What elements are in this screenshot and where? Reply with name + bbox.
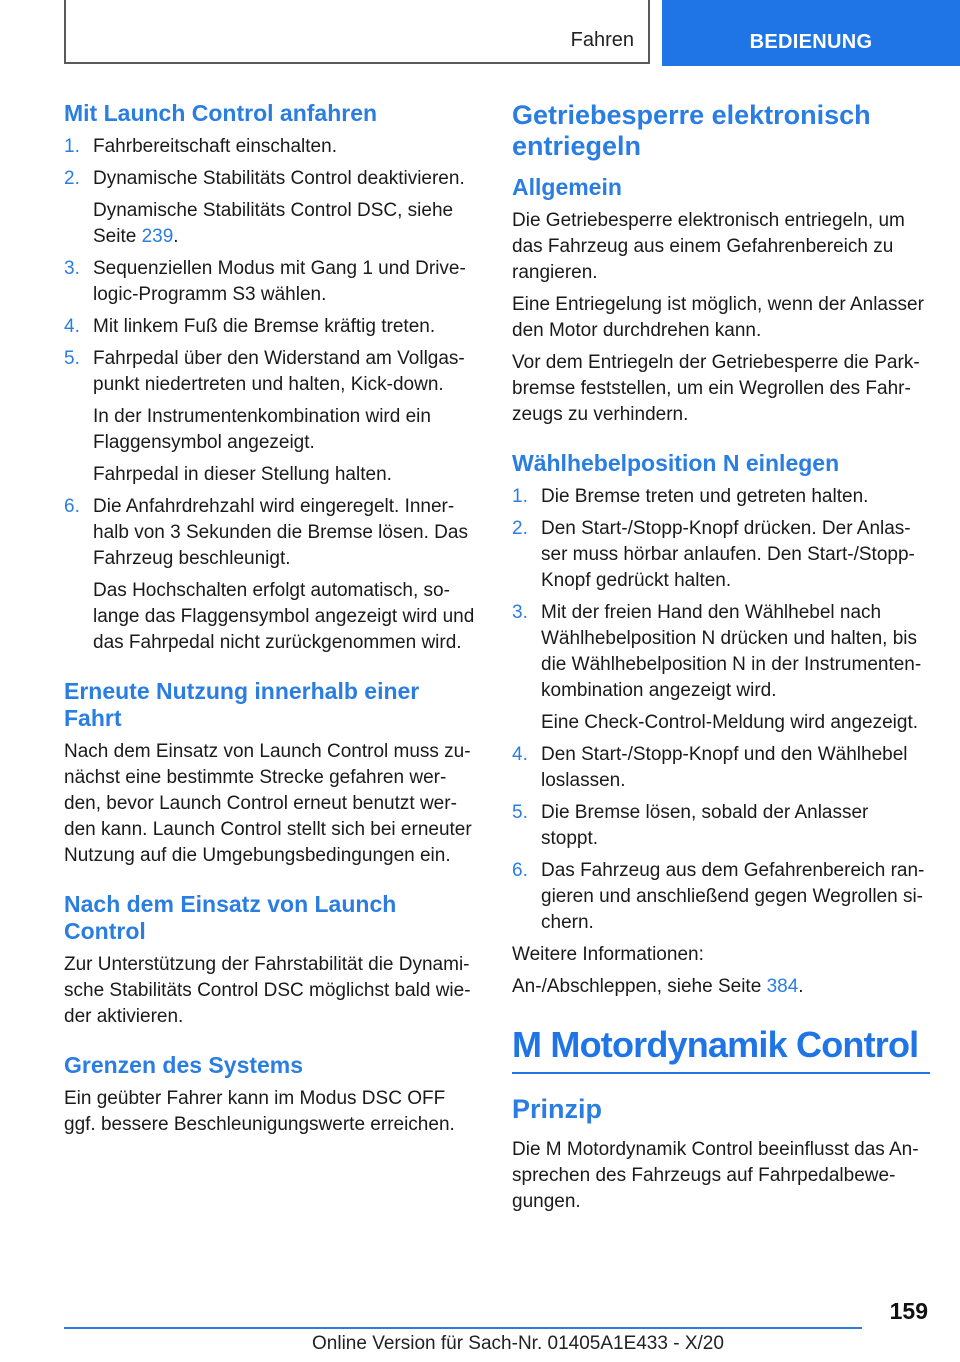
list-item bbox=[64, 494, 479, 656]
step-number: 4. bbox=[512, 744, 528, 765]
step-text: Die Bremse treten und getreten halten. bbox=[541, 486, 869, 507]
step-text: Mit linkem Fuß die Bremse kräftig treten. bbox=[93, 316, 436, 337]
step-text: Mit der freien Hand den Wählhebel nach Wählhebelposition N drücken und halten, bis die Wählhebelposition N in der Instrumenten-kombination angezeigt wird. bbox=[541, 602, 922, 701]
paragraph: Die M Motordynamik Control beeinflusst das An-sprechen des Fahrzeugs auf Fahrpedalbewe-gungen. bbox=[512, 1139, 919, 1212]
paragraph: Weitere Informationen: bbox=[512, 944, 704, 965]
list-item bbox=[512, 742, 930, 794]
list-item bbox=[64, 346, 479, 488]
list-item bbox=[512, 800, 930, 852]
step-subtext: Fahrpedal in dieser Stellung halten. bbox=[93, 464, 392, 485]
step-subtext: In der Instrumentenkombination wird ein Flaggensymbol angezeigt. bbox=[93, 406, 431, 453]
step-text: Fahrbereitschaft einschalten. bbox=[93, 136, 337, 157]
step-number: 4. bbox=[64, 316, 80, 337]
heading-erneute-nutzung: Erneute Nutzung innerhalb einer Fahrt bbox=[64, 678, 420, 731]
step-number: 2. bbox=[512, 518, 528, 539]
step-number: 2. bbox=[64, 168, 80, 189]
launch-steps-list bbox=[64, 134, 479, 656]
step-subtext: Das Hochschalten erfolgt automatisch, so-lange das Flaggensymbol angezeigt wird und das Fahrpedal nicht zurückgenommen wird. bbox=[93, 580, 475, 653]
header-chapter-tab[interactable] bbox=[662, 0, 960, 66]
step-number: 1. bbox=[512, 486, 528, 507]
header-section-box bbox=[64, 0, 650, 64]
step-subtext-text: Dynamische Stabilitäts Control DSC, siehe Seite bbox=[93, 200, 454, 247]
paragraph: Nach dem Einsatz von Launch Control muss zu-nächst eine bestimmte Strecke gefahren wer-den, bevor Launch Control erneut benutzt wer-den kann. Launch Control stellt sich bei erneuter Nutzung auf die Umgebungsbedingungen ein. bbox=[64, 741, 472, 866]
step-text: Dynamische Stabilitäts Control deaktivieren. bbox=[93, 168, 465, 189]
list-item bbox=[64, 134, 479, 160]
step-text: Die Anfahrdrehzahl wird eingeregelt. Inner-halb von 3 Sekunden die Bremse lösen. Das Fahrzeug beschleunigt. bbox=[93, 496, 468, 569]
list-item bbox=[512, 858, 930, 936]
header-section-title: Fahren bbox=[570, 29, 634, 51]
page-link-384[interactable]: 384 bbox=[766, 976, 799, 997]
heading-grenzen: Grenzen des Systems bbox=[64, 1052, 304, 1078]
paragraph bbox=[512, 974, 930, 1000]
heading-prinzip: Prinzip bbox=[512, 1094, 603, 1124]
step-number: 3. bbox=[64, 258, 80, 279]
left-column bbox=[64, 100, 479, 1144]
footer-divider bbox=[64, 1327, 862, 1329]
heading-allgemein: Allgemein bbox=[512, 174, 622, 200]
step-number: 6. bbox=[512, 860, 528, 881]
list-item bbox=[64, 256, 479, 308]
heading-waehlhebelposition: Wählhebelposition N einlegen bbox=[512, 450, 840, 476]
step-text: Die Bremse lösen, sobald der Anlasser stoppt. bbox=[541, 802, 869, 849]
step-text: Den Start-/Stopp-Knopf und den Wählhebel loslassen. bbox=[541, 744, 908, 791]
list-item bbox=[512, 516, 930, 594]
step-number: 1. bbox=[64, 136, 80, 157]
list-item bbox=[64, 166, 479, 250]
list-item bbox=[512, 600, 930, 736]
page-number: 159 bbox=[889, 1298, 928, 1324]
paragraph: Die Getriebesperre elektronisch entriegeln, um das Fahrzeug aus einem Gefahrenbereich zu rangieren. bbox=[512, 210, 905, 283]
step-number: 5. bbox=[512, 802, 528, 823]
step-text: Den Start-/Stopp-Knopf drücken. Der Anlas-ser muss hörbar anlaufen. Den Start-/Stopp-Knopf gedrückt halten. bbox=[541, 518, 915, 591]
reference-end: . bbox=[798, 976, 804, 997]
footer-version-text: Online Version für Sach-Nr. 01405A1E433 - X/20 bbox=[312, 1333, 724, 1354]
paragraph: Ein geübter Fahrer kann im Modus DSC OFF ggf. bessere Beschleunigungswerte erreichen. bbox=[64, 1088, 455, 1135]
header-chapter-title: BEDIENUNG bbox=[749, 31, 873, 53]
step-subtext bbox=[93, 198, 479, 250]
list-item bbox=[512, 484, 930, 510]
paragraph: Zur Unterstützung der Fahrstabilität die Dynami-sche Stabilitäts Control DSC möglichst bald wie-der aktivieren. bbox=[64, 954, 471, 1027]
heading-nach-dem-einsatz: Nach dem Einsatz von Launch Control bbox=[64, 891, 397, 944]
paragraph: Vor dem Entriegeln der Getriebesperre die Park-bremse feststellen, um ein Wegrollen des Fahr-zeugs zu verhindern. bbox=[512, 352, 920, 425]
heading-launch-control: Mit Launch Control anfahren bbox=[64, 100, 378, 126]
step-text: Fahrpedal über den Widerstand am Vollgas-punkt niedertreten und halten, Kick-down. bbox=[93, 348, 465, 395]
chapter-title-motordynamik: M Motordynamik Control bbox=[512, 1022, 930, 1074]
list-item bbox=[64, 314, 479, 340]
right-column bbox=[512, 100, 930, 1221]
page-link-239[interactable]: 239 bbox=[141, 226, 174, 247]
step-text: Das Fahrzeug aus dem Gefahrenbereich ran-gieren und anschließend gegen Wegrollen si-chern. bbox=[541, 860, 925, 933]
step-number: 3. bbox=[512, 602, 528, 623]
heading-getriebesperre: Getriebesperre elektronisch entriegeln bbox=[512, 100, 871, 161]
step-subtext: Eine Check-Control-Meldung wird angezeigt. bbox=[541, 712, 919, 733]
step-number: 5. bbox=[64, 348, 80, 369]
step-subtext-end: . bbox=[173, 226, 179, 247]
step-text: Sequenziellen Modus mit Gang 1 und Drive-logic-Programm S3 wählen. bbox=[93, 258, 466, 305]
neutral-steps-list bbox=[512, 484, 930, 936]
step-number: 6. bbox=[64, 496, 80, 517]
paragraph: Eine Entriegelung ist möglich, wenn der Anlasser den Motor durchdrehen kann. bbox=[512, 294, 924, 341]
reference-text: An-/Abschleppen, siehe Seite bbox=[512, 976, 767, 997]
